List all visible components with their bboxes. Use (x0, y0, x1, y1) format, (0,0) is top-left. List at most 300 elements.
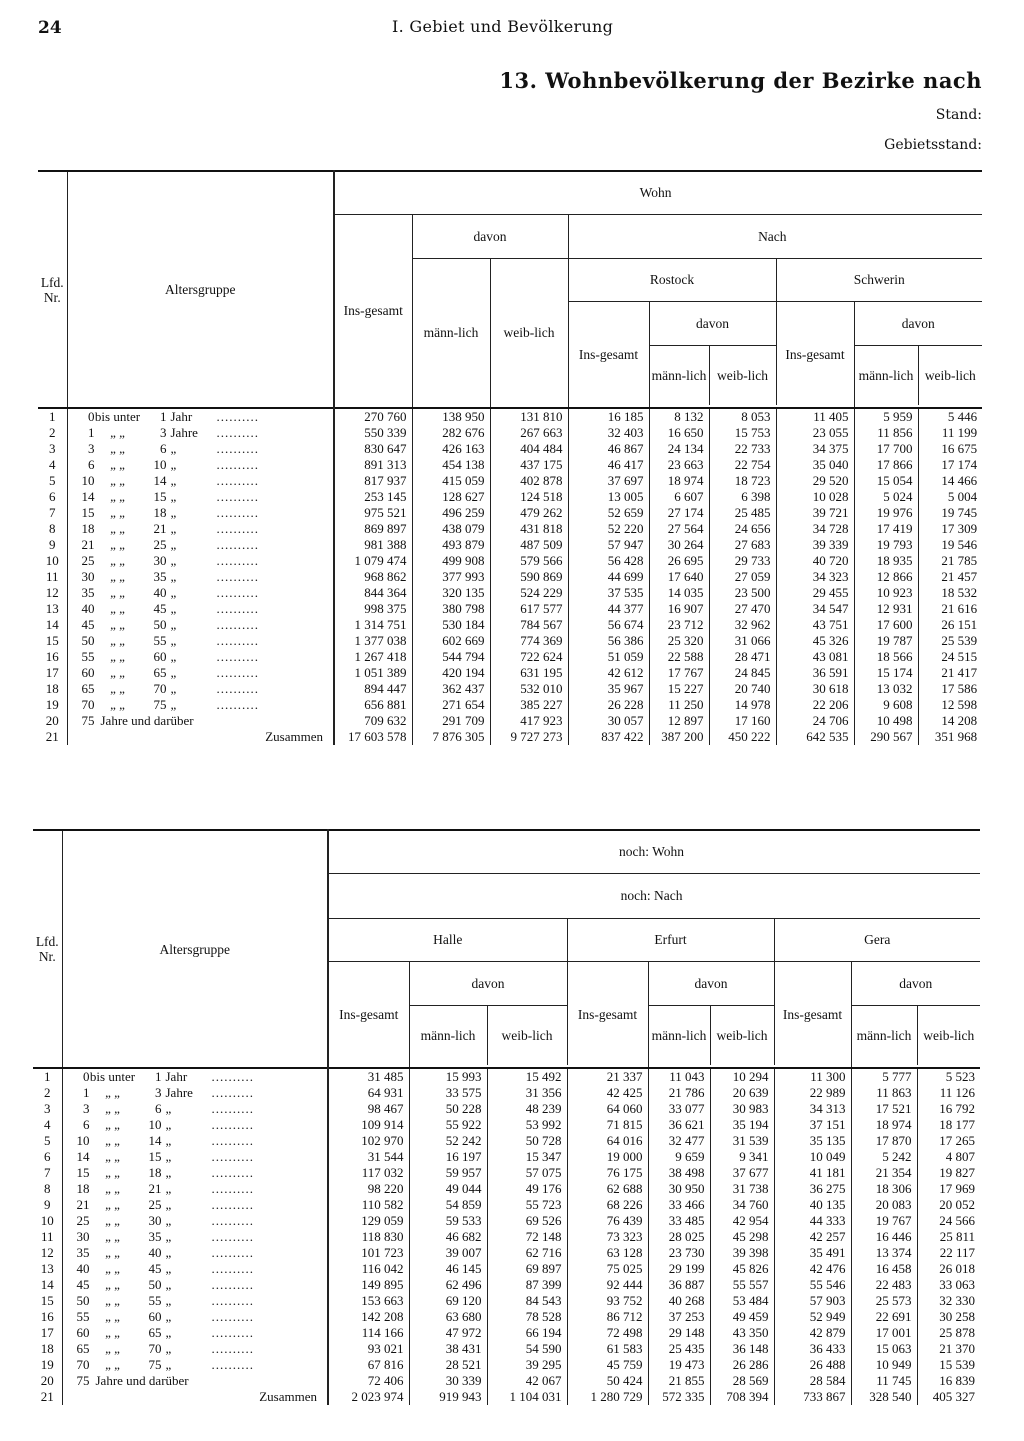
age-connector: „ „ (105, 1341, 120, 1356)
value-cell: 17 265 (939, 1132, 976, 1148)
age-from: 1 (83, 1085, 90, 1100)
age-unit: „ (165, 1357, 172, 1372)
age-from: 30 (81, 569, 95, 584)
value-cell: 93 021 (328, 1341, 409, 1357)
value-cell: 894 447 (334, 681, 412, 697)
age-from: 6 (83, 1117, 90, 1132)
value-cell: 118 830 (328, 1229, 409, 1245)
value-cell: 10 498 (854, 713, 918, 729)
value-cell: 550 339 (334, 425, 412, 441)
weiblich-header: weib-lich (923, 1027, 975, 1043)
value-cell: 33 575 (409, 1085, 487, 1101)
value-cell: 62 688 (567, 1181, 648, 1197)
value-cell: 438 079 (412, 521, 490, 537)
value-cell: 43 751 (776, 617, 854, 633)
value-cell: 67 816 (328, 1357, 409, 1373)
age-connector: „ „ (110, 665, 125, 680)
age-to: 60 (148, 1309, 162, 1324)
value-cell: 22 733 (709, 441, 776, 457)
value-cell: 18 974 (649, 473, 709, 489)
value-cell: 129 059 (328, 1213, 409, 1229)
age-from: 1 (88, 425, 95, 440)
age-unit: „ (165, 1229, 172, 1244)
leader-dots: .......... (216, 521, 259, 536)
region-header-rostock: Rostock (568, 258, 776, 301)
value-cell: 267 663 (490, 425, 568, 441)
value-cell: 46 417 (568, 457, 649, 473)
value-cell: 22 989 (774, 1085, 851, 1101)
value-cell: 19 976 (854, 505, 918, 521)
value-cell: 14 978 (709, 697, 776, 713)
value-cell: 68 226 (567, 1197, 648, 1213)
value-cell: 23 712 (649, 617, 709, 633)
age-connector: bis unter (89, 1069, 136, 1084)
leader-dots: .......... (216, 489, 259, 504)
value-cell: 17 309 (941, 520, 978, 536)
value-cell: 28 471 (709, 649, 776, 665)
value-cell: 431 818 (490, 521, 568, 537)
value-cell: 28 569 (710, 1373, 774, 1389)
value-cell: 109 914 (328, 1117, 409, 1133)
value-cell: 42 954 (710, 1213, 774, 1229)
age-group (67, 457, 334, 473)
value-cell: 1 267 418 (334, 649, 412, 665)
maennlich-header: männ-lich (648, 1005, 710, 1065)
table-row (38, 633, 982, 649)
age-to: 3 (155, 1085, 162, 1100)
age-unit: „ (170, 585, 177, 600)
value-cell: 32 403 (568, 425, 649, 441)
leader-dots: .......... (216, 441, 259, 456)
age-connector: „ „ (110, 537, 125, 552)
value-cell: 48 239 (487, 1101, 567, 1117)
value-cell: 33 466 (648, 1197, 710, 1213)
age-connector: „ „ (110, 505, 125, 520)
davon-header: davon (409, 961, 567, 1005)
value-cell: 26 286 (710, 1357, 774, 1373)
row-number: 20 (38, 713, 67, 729)
leader-dots: .......... (216, 681, 259, 696)
davon-header: davon (854, 301, 982, 345)
age-group (67, 553, 334, 569)
age-group (62, 1085, 328, 1101)
age-group (62, 1245, 328, 1261)
table-row (33, 1101, 980, 1117)
value-cell: 17 521 (851, 1101, 917, 1117)
value-cell: 35 194 (710, 1117, 774, 1133)
value-cell: 4 807 (945, 1148, 976, 1164)
value-cell: 404 484 (490, 441, 568, 457)
value-cell: 1 104 031 (487, 1389, 567, 1405)
value-cell: 64 931 (328, 1085, 409, 1101)
age-from: 3 (83, 1101, 90, 1116)
value-cell: 86 712 (567, 1309, 648, 1325)
total-label: Zusammen (62, 1389, 328, 1405)
age-from: 60 (76, 1325, 90, 1340)
age-group (67, 649, 334, 665)
leader-dots: .......... (216, 649, 259, 664)
age-unit: „ (170, 473, 177, 488)
insgesamt-header: Ins-gesamt (774, 961, 851, 1068)
value-cell: 31 539 (710, 1133, 774, 1149)
value-cell: 26 695 (649, 553, 709, 569)
value-cell: 17 174 (941, 456, 978, 472)
value-cell: 69 897 (487, 1261, 567, 1277)
value-cell: 22 206 (776, 697, 854, 713)
age-group (62, 1181, 328, 1197)
table-row (38, 521, 982, 537)
age-group (62, 1117, 328, 1133)
row-number: 12 (33, 1245, 62, 1261)
age-to: 40 (148, 1245, 162, 1260)
value-cell: 59 533 (409, 1213, 487, 1229)
value-cell: 50 228 (409, 1101, 487, 1117)
value-cell: 93 752 (567, 1293, 648, 1309)
value-cell: 131 810 (490, 408, 568, 425)
value-cell: 49 176 (487, 1181, 567, 1197)
value-cell: 26 228 (568, 697, 649, 713)
davon-header: davon (648, 961, 774, 1005)
value-cell: 110 582 (328, 1197, 409, 1213)
age-connector: „ „ (110, 681, 125, 696)
age-group (67, 633, 334, 649)
age-to: 21 (148, 1181, 162, 1196)
value-cell: 328 540 (851, 1389, 917, 1405)
value-cell: 656 881 (334, 697, 412, 713)
age-group (62, 1101, 328, 1117)
value-cell: 417 923 (490, 713, 568, 729)
value-cell: 19 473 (648, 1357, 710, 1373)
weiblich-header: weib-lich (487, 1005, 567, 1065)
value-cell: 72 406 (328, 1373, 409, 1389)
value-cell: 5 242 (851, 1149, 917, 1165)
age-from: 70 (76, 1357, 90, 1372)
age-to: 25 (148, 1197, 162, 1212)
age-from: 18 (81, 521, 95, 536)
age-connector: „ „ (110, 441, 125, 456)
age-to: 55 (148, 1293, 162, 1308)
value-cell: 37 677 (710, 1165, 774, 1181)
age-unit: „ (170, 681, 177, 696)
value-cell: 22 117 (939, 1244, 976, 1260)
age-connector: „ „ (105, 1309, 120, 1324)
value-cell: 63 128 (567, 1245, 648, 1261)
age-to: 75 (153, 697, 167, 712)
weiblich-header: weib-lich (924, 367, 976, 383)
row-number: 11 (38, 569, 67, 585)
maennlich-header: männ-lich (409, 1005, 487, 1065)
value-cell: 602 669 (412, 633, 490, 649)
value-cell: 47 972 (409, 1325, 487, 1341)
age-to: 35 (148, 1229, 162, 1244)
leader-dots: .......... (216, 633, 259, 648)
age-from: 45 (81, 617, 95, 632)
row-number: 19 (38, 697, 67, 713)
age-group (67, 425, 334, 441)
value-cell: 71 815 (567, 1117, 648, 1133)
age-from: 15 (81, 505, 95, 520)
value-cell: 102 970 (328, 1133, 409, 1149)
value-cell: 43 350 (710, 1325, 774, 1341)
age-group (62, 1373, 328, 1389)
value-cell: 22 588 (649, 649, 709, 665)
leader-dots: .......... (211, 1325, 254, 1340)
value-cell: 45 326 (776, 633, 854, 649)
value-cell: 14 466 (941, 472, 978, 488)
value-cell: 29 520 (776, 473, 854, 489)
value-cell: 18 974 (851, 1117, 917, 1133)
value-cell: 28 025 (648, 1229, 710, 1245)
value-cell: 774 369 (490, 633, 568, 649)
age-unit: „ (165, 1165, 172, 1180)
age-to: 60 (153, 649, 167, 664)
insgesamt-header: Ins-gesamt (334, 214, 412, 408)
value-cell: 2 023 974 (328, 1389, 409, 1405)
value-cell: 128 627 (412, 489, 490, 505)
age-group (67, 473, 334, 489)
age-unit: „ (165, 1101, 172, 1116)
age-connector: „ „ (105, 1117, 120, 1132)
leader-dots: .......... (211, 1309, 254, 1324)
value-cell: 116 042 (328, 1261, 409, 1277)
age-from: 25 (76, 1213, 90, 1228)
value-cell: 17 001 (851, 1325, 917, 1341)
value-cell: 12 931 (854, 601, 918, 617)
table-row (33, 1293, 980, 1309)
table-title: 13. Wohnbevölkerung der Bezirke nach (499, 68, 982, 93)
row-number: 21 (33, 1389, 62, 1405)
value-cell: 1 280 729 (567, 1389, 648, 1405)
row-number: 17 (38, 665, 67, 681)
age-to: 18 (148, 1165, 162, 1180)
row-number: 5 (38, 473, 67, 489)
row-number: 6 (38, 489, 67, 505)
age-from: 10 (81, 473, 95, 488)
value-cell: 18 306 (851, 1181, 917, 1197)
age-group (67, 408, 334, 425)
weiblich-header: weib-lich (710, 1005, 774, 1065)
value-cell: 36 275 (774, 1181, 851, 1197)
value-cell: 28 584 (774, 1373, 851, 1389)
age-connector: „ „ (110, 633, 125, 648)
value-cell: 16 185 (568, 408, 649, 425)
value-cell: 29 148 (648, 1325, 710, 1341)
value-cell: 21 417 (941, 664, 978, 680)
value-cell: 17 600 (854, 617, 918, 633)
row-number: 1 (38, 408, 67, 425)
value-cell: 975 521 (334, 505, 412, 521)
value-cell: 66 194 (487, 1325, 567, 1341)
value-cell: 53 992 (487, 1117, 567, 1133)
value-cell: 24 515 (941, 648, 978, 664)
page-number: 24 (38, 18, 62, 38)
value-cell: 10 923 (854, 585, 918, 601)
value-cell: 415 059 (412, 473, 490, 489)
table-row (38, 505, 982, 521)
age-to: 35 (153, 569, 167, 584)
value-cell: 44 699 (568, 569, 649, 585)
value-cell: 39 721 (776, 505, 854, 521)
age-unit: „ (165, 1245, 172, 1260)
leader-dots: .......... (211, 1069, 254, 1084)
age-unit: „ (170, 569, 177, 584)
value-cell: 11 300 (774, 1068, 851, 1085)
row-number: 8 (33, 1181, 62, 1197)
row-number: 19 (33, 1357, 62, 1373)
value-cell: 53 484 (710, 1293, 774, 1309)
region-header-gera: Gera (774, 918, 980, 961)
age-from: 18 (76, 1181, 90, 1196)
value-cell: 377 993 (412, 569, 490, 585)
table-row (38, 425, 982, 441)
value-cell: 420 194 (412, 665, 490, 681)
age-to: 15 (153, 489, 167, 504)
age-to: 70 (153, 681, 167, 696)
value-cell: 35 135 (774, 1133, 851, 1149)
value-cell: 17 419 (854, 521, 918, 537)
value-cell: 1 377 038 (334, 633, 412, 649)
age-group (62, 1277, 328, 1293)
age-connector: „ „ (105, 1085, 120, 1100)
table-row (33, 1245, 980, 1261)
age-unit: „ (170, 649, 177, 664)
age-to: 30 (153, 553, 167, 568)
leader-dots: .......... (211, 1165, 254, 1180)
value-cell: 362 437 (412, 681, 490, 697)
leader-dots: .......... (211, 1213, 254, 1228)
value-cell: 16 650 (649, 425, 709, 441)
value-cell: 15 063 (851, 1341, 917, 1357)
age-connector: „ „ (110, 425, 125, 440)
age-group (62, 1293, 328, 1309)
leader-dots: .......... (216, 425, 259, 440)
value-cell: 9 659 (648, 1149, 710, 1165)
leader-dots: .......... (216, 537, 259, 552)
age-connector: „ „ (110, 489, 125, 504)
value-cell: 25 539 (941, 632, 978, 648)
value-cell: 10 294 (710, 1068, 774, 1085)
table-row (38, 617, 982, 633)
table-row (38, 697, 982, 713)
maennlich-header: männ-lich (854, 345, 918, 405)
age-text: Jahre und darüber (100, 713, 194, 728)
value-cell: 11 043 (648, 1068, 710, 1085)
age-unit: Jahre (165, 1085, 193, 1100)
age-unit: „ (170, 601, 177, 616)
age-group (67, 489, 334, 505)
age-to: 65 (148, 1325, 162, 1340)
value-cell: 42 612 (568, 665, 649, 681)
value-cell: 21 785 (941, 552, 978, 568)
value-cell: 24 566 (939, 1212, 976, 1228)
value-cell: 64 016 (567, 1133, 648, 1149)
leader-dots: .......... (211, 1085, 254, 1100)
value-cell: 20 083 (851, 1197, 917, 1213)
value-cell: 51 059 (568, 649, 649, 665)
leader-dots: .......... (216, 569, 259, 584)
row-number: 16 (33, 1309, 62, 1325)
value-cell: 15 492 (487, 1068, 567, 1085)
value-cell: 87 399 (487, 1277, 567, 1293)
value-cell: 709 632 (334, 713, 412, 729)
running-head: I. Gebiet und Bevölkerung (392, 17, 614, 36)
value-cell: 46 145 (409, 1261, 487, 1277)
insgesamt-header: Ins-gesamt (568, 301, 649, 408)
value-cell: 722 624 (490, 649, 568, 665)
value-cell: 28 521 (409, 1357, 487, 1373)
age-unit: „ (165, 1133, 172, 1148)
age-group (67, 697, 334, 713)
age-to: 3 (160, 425, 167, 440)
age-unit: Jahr (165, 1069, 188, 1084)
value-cell: 590 869 (490, 569, 568, 585)
value-cell: 73 323 (567, 1229, 648, 1245)
value-cell: 14 208 (941, 712, 978, 728)
value-cell: 98 467 (328, 1101, 409, 1117)
value-cell: 25 811 (939, 1228, 976, 1244)
table-row (38, 585, 982, 601)
table-row (33, 1085, 980, 1101)
age-to: 10 (153, 457, 167, 472)
lfd-nr-header: Lfd. Nr. (38, 171, 67, 408)
value-cell: 20 639 (710, 1085, 774, 1101)
value-cell: 8 053 (709, 408, 776, 425)
value-cell: 38 498 (648, 1165, 710, 1181)
value-cell: 291 709 (412, 713, 490, 729)
value-cell: 62 496 (409, 1277, 487, 1293)
value-cell: 402 878 (490, 473, 568, 489)
age-text: Jahre und darüber (95, 1373, 189, 1388)
age-unit: „ (170, 537, 177, 552)
value-cell: 50 424 (567, 1373, 648, 1389)
value-cell: 40 268 (648, 1293, 710, 1309)
age-to: 25 (153, 537, 167, 552)
value-cell: 57 947 (568, 537, 649, 553)
value-cell: 21 337 (567, 1068, 648, 1085)
value-cell: 30 950 (648, 1181, 710, 1197)
age-connector: „ „ (110, 601, 125, 616)
age-connector: „ „ (105, 1325, 120, 1340)
value-cell: 18 177 (939, 1116, 976, 1132)
age-unit: „ (170, 617, 177, 632)
value-cell: 39 007 (409, 1245, 487, 1261)
row-number: 4 (38, 457, 67, 473)
value-cell: 23 055 (776, 425, 854, 441)
age-connector: „ „ (105, 1181, 120, 1196)
value-cell: 524 229 (490, 585, 568, 601)
value-cell: 20 052 (939, 1196, 976, 1212)
row-number: 10 (38, 553, 67, 569)
value-cell: 17 969 (939, 1180, 976, 1196)
value-cell: 16 197 (409, 1149, 487, 1165)
age-from: 50 (81, 633, 95, 648)
age-to: 40 (153, 585, 167, 600)
age-from: 14 (76, 1149, 90, 1164)
value-cell: 869 897 (334, 521, 412, 537)
value-cell: 37 535 (568, 585, 649, 601)
age-group (62, 1261, 328, 1277)
age-connector: „ „ (105, 1101, 120, 1116)
value-cell: 496 259 (412, 505, 490, 521)
table-row (33, 1068, 980, 1085)
age-unit: „ (170, 521, 177, 536)
value-cell: 45 826 (710, 1261, 774, 1277)
value-cell: 72 148 (487, 1229, 567, 1245)
value-cell: 35 967 (568, 681, 649, 697)
age-connector: „ „ (105, 1213, 120, 1228)
value-cell: 30 618 (776, 681, 854, 697)
age-to: 6 (160, 441, 167, 456)
